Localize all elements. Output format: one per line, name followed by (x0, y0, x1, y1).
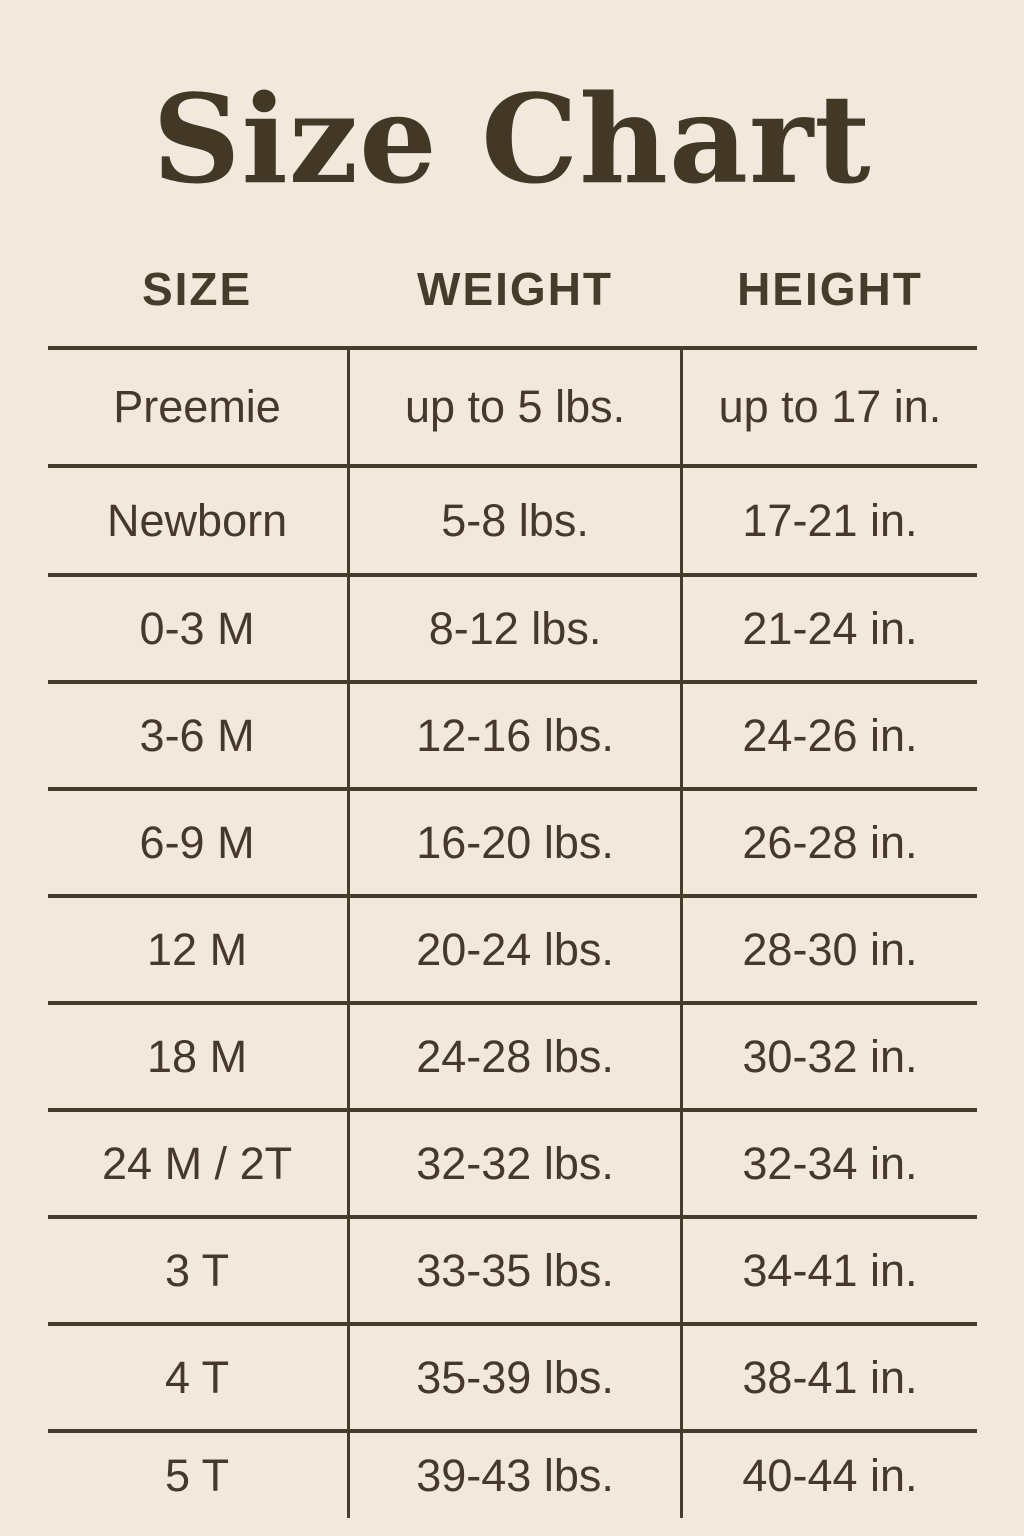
table-row (48, 787, 977, 894)
height-cell: 38-41 in. (742, 1351, 918, 1403)
size-cell: 3-6 M (139, 709, 255, 761)
weight-cell: 39-43 lbs. (347, 1433, 684, 1518)
weight-cell: 5-8 lbs. (347, 468, 684, 573)
column-header-weight: WEIGHT (417, 263, 614, 315)
table-row (48, 1108, 977, 1215)
height-cell: 32-34 in. (742, 1137, 918, 1189)
table-row (48, 1322, 977, 1429)
weight-cell: up to 5 lbs. (347, 350, 684, 464)
size-cell: 0-3 M (139, 602, 255, 654)
height-cell: 40-44 in. (742, 1449, 918, 1501)
size-chart-table (48, 200, 977, 1518)
table-row (48, 1001, 977, 1108)
size-cell: 6-9 M (139, 816, 255, 868)
weight-cell: 12-16 lbs. (347, 684, 684, 787)
size-cell: Newborn (107, 494, 288, 546)
size-cell: 24 M / 2T (102, 1137, 293, 1189)
size-cell: 3 T (164, 1244, 230, 1296)
table-header-row (48, 200, 977, 346)
table-row (48, 1429, 977, 1518)
page-title: Size Chart (152, 67, 872, 211)
size-cell: 5 T (164, 1449, 230, 1501)
weight-cell: 8-12 lbs. (347, 577, 684, 680)
height-cell: 34-41 in. (742, 1244, 918, 1296)
table-row (48, 1215, 977, 1322)
table-row (48, 680, 977, 787)
table-row (48, 346, 977, 464)
weight-cell: 32-32 lbs. (347, 1112, 684, 1215)
size-cell: 12 M (147, 923, 248, 975)
weight-cell: 16-20 lbs. (347, 791, 684, 894)
height-cell: 24-26 in. (742, 709, 918, 761)
weight-cell: 24-28 lbs. (347, 1005, 684, 1108)
table-row (48, 464, 977, 573)
column-header-size: SIZE (141, 263, 253, 315)
size-cell: 4 T (164, 1351, 230, 1403)
height-cell: 17-21 in. (742, 494, 918, 546)
height-cell: 21-24 in. (742, 602, 918, 654)
column-header-height: HEIGHT (737, 263, 923, 315)
table-body (48, 346, 977, 1518)
size-cell: Preemie (113, 381, 281, 432)
weight-cell: 20-24 lbs. (347, 898, 684, 1001)
height-cell: 28-30 in. (742, 923, 918, 975)
height-cell: up to 17 in. (718, 381, 942, 432)
weight-cell: 35-39 lbs. (347, 1326, 684, 1429)
size-cell: 18 M (147, 1030, 248, 1082)
height-cell: 30-32 in. (742, 1030, 918, 1082)
height-cell: 26-28 in. (742, 816, 918, 868)
weight-cell: 33-35 lbs. (347, 1219, 684, 1322)
table-row (48, 573, 977, 680)
table-row (48, 894, 977, 1001)
